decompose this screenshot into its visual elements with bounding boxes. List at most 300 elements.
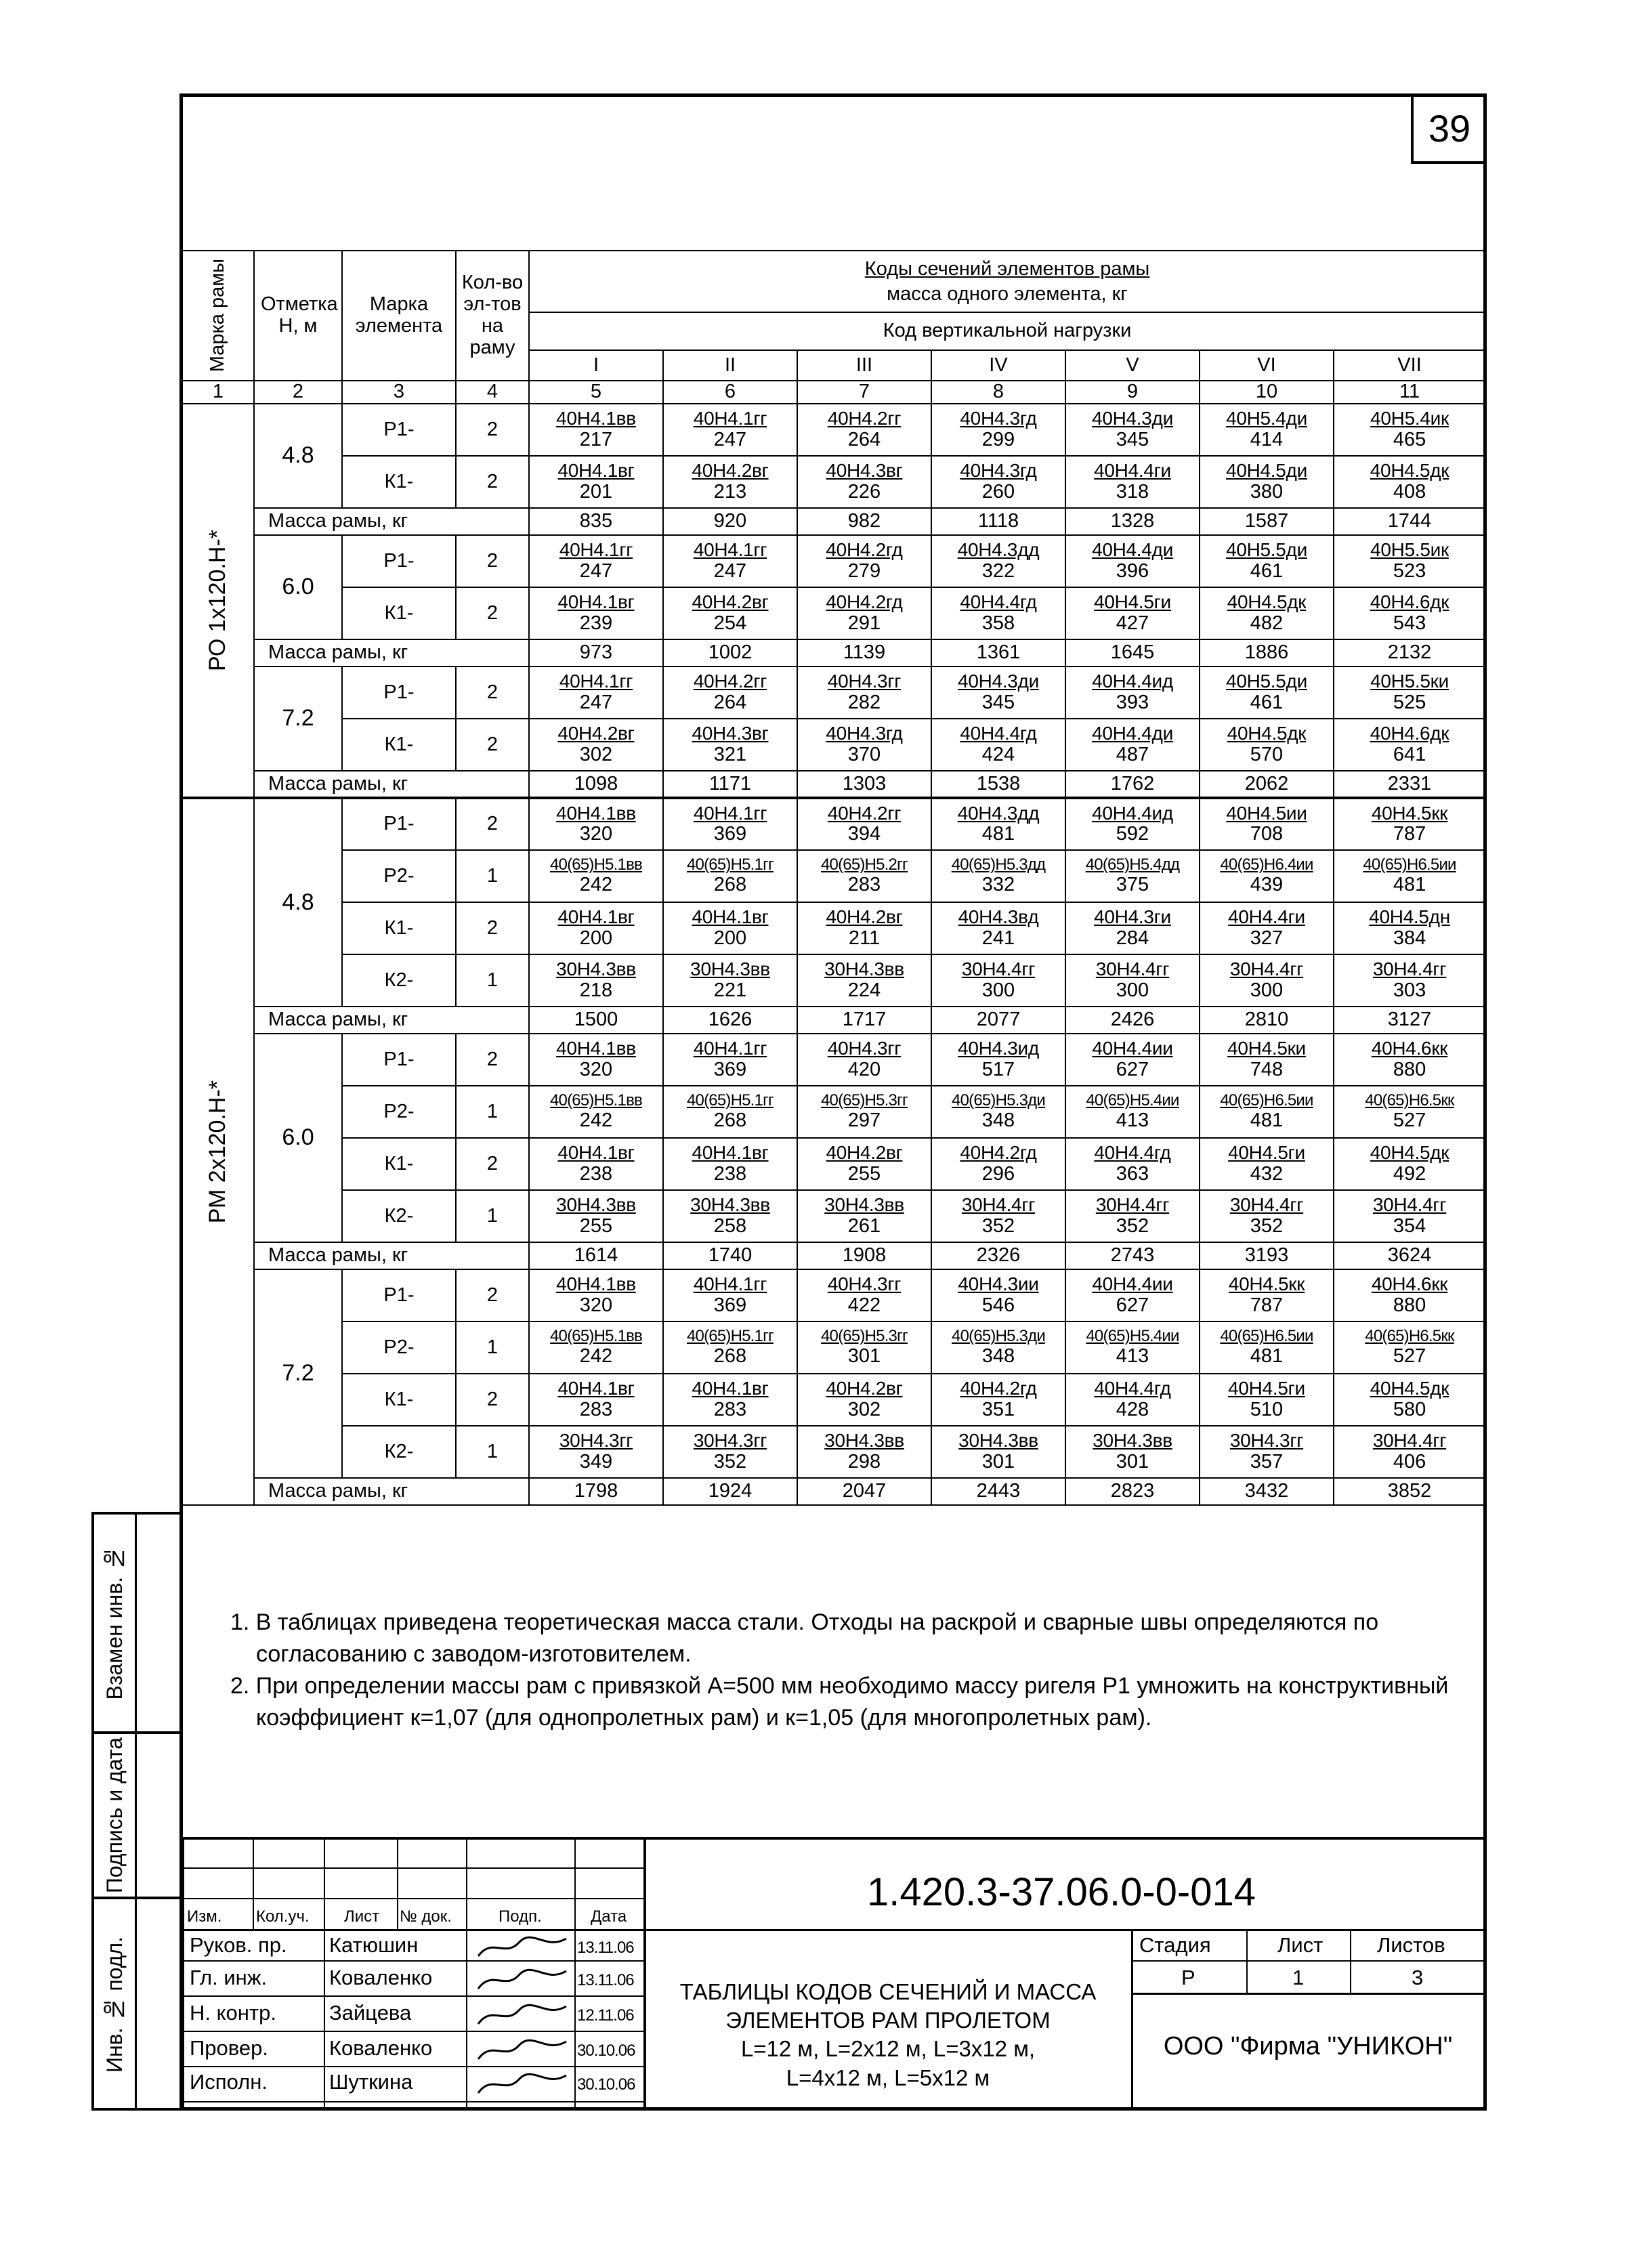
col-number: 7: [797, 381, 931, 404]
element-mass: 517: [981, 1058, 1015, 1080]
element-mass: 394: [847, 823, 881, 845]
section-code: 40Н4.3гд: [826, 723, 903, 744]
code-cell: [797, 667, 931, 719]
col-number: 2: [254, 381, 342, 404]
code-cell: [1200, 1138, 1334, 1190]
code-cell: [797, 1086, 931, 1138]
code-cell: [797, 404, 931, 456]
section-code: 30Н4.3вв: [824, 1194, 904, 1216]
code-cell: [1200, 1269, 1334, 1321]
section-code: 40Н4.1вг: [557, 460, 635, 482]
element-mass: 300: [1116, 979, 1149, 1001]
code-cell: [663, 798, 797, 850]
code-cell: [1334, 1034, 1485, 1086]
element-mass: 242: [579, 1345, 613, 1367]
section-code: 40Н4.1гг: [693, 408, 767, 429]
element-qty: 2: [456, 1138, 529, 1190]
section-code: 40Н4.6дк: [1370, 723, 1449, 744]
code-cell: [1065, 667, 1200, 719]
element-mass: 546: [981, 1294, 1015, 1316]
code-cell: [931, 1321, 1065, 1374]
level-value: 7.2: [254, 667, 342, 771]
section-code: 40(65)Н6.5кк: [1365, 1091, 1454, 1110]
element-mass: 787: [1393, 823, 1426, 845]
section-code: 40Н4.4ди: [1092, 539, 1173, 561]
side-inv-orig: Инв. № подл.: [102, 1936, 127, 2073]
element-mass: 357: [1250, 1450, 1284, 1473]
signature-mark: [471, 1998, 573, 2031]
header-qty: Кол-во эл-тов на раму: [456, 251, 529, 381]
element-mass: 303: [1393, 979, 1426, 1001]
element-mass: 481: [1393, 873, 1426, 895]
frame-mass: 1614: [529, 1242, 663, 1269]
element-mass: 543: [1393, 612, 1426, 634]
element-mass: 221: [713, 979, 747, 1001]
section-code: 40Н5.4ик: [1370, 408, 1449, 429]
section-code: 40Н5.4ди: [1226, 408, 1307, 429]
mass-row: [182, 1007, 1485, 1034]
frame-mass: 2062: [1200, 771, 1334, 798]
section-code: 40Н4.3гг: [827, 1273, 902, 1295]
code-cell: [1065, 1374, 1200, 1426]
code-cell: [1200, 1034, 1334, 1086]
element-mass: 255: [579, 1214, 613, 1237]
code-cell: [1065, 1086, 1200, 1138]
code-cell: [1065, 404, 1200, 456]
element-mass: 320: [579, 823, 613, 845]
frame-mass: 1361: [931, 639, 1065, 667]
mass-label: Масса рамы, кг: [254, 508, 529, 535]
header-frame-mark: Марка рамы: [182, 251, 254, 381]
level-value: 6.0: [254, 1034, 342, 1242]
code-cell: [663, 902, 797, 954]
section-code: 40Н4.4гд: [1094, 1378, 1171, 1399]
frame-mass: 2743: [1065, 1242, 1200, 1269]
element-mass: 439: [1250, 873, 1284, 895]
section-code: 40Н4.2гд: [826, 539, 903, 561]
code-cell: [931, 798, 1065, 850]
code-cell: [529, 1321, 663, 1374]
tb-col-list: Лист: [344, 1907, 380, 1926]
section-code: 40Н4.6дк: [1370, 591, 1449, 613]
header-codes: Коды сечений элементов рамы масса одного элемента, кг: [529, 251, 1485, 312]
frame-mass: 1717: [797, 1007, 931, 1034]
element-mass: 348: [981, 1109, 1015, 1131]
section-code: 40Н4.5дк: [1227, 723, 1307, 744]
code-cell: [529, 1034, 663, 1086]
code-cell: [1200, 902, 1334, 954]
table-row: [182, 667, 1485, 719]
tb-date: 12.11.06: [577, 2006, 634, 2025]
section-code: 40Н4.5кк: [1228, 1273, 1305, 1295]
code-cell: [529, 1426, 663, 1478]
element-mass: 302: [579, 743, 613, 765]
code-cell: [529, 1374, 663, 1426]
frame-mass: 1139: [797, 639, 931, 667]
frame-mass: 2426: [1065, 1007, 1200, 1034]
element-mass: 217: [579, 428, 613, 450]
code-cell: [663, 1086, 797, 1138]
frame-mass: 1002: [663, 639, 797, 667]
table-row: [182, 456, 1485, 508]
code-cell: [1200, 456, 1334, 508]
element-qty: 2: [456, 1374, 529, 1426]
code-cell: [663, 719, 797, 771]
element-mass: 200: [713, 927, 747, 949]
frame-mass: 1118: [931, 508, 1065, 535]
element-mass: 318: [1116, 480, 1149, 503]
header-load-2: II: [663, 350, 797, 381]
section-code: 40Н4.3гг: [827, 1038, 902, 1059]
section-code: 40Н4.1гг: [693, 802, 767, 824]
element-mass: 627: [1116, 1294, 1149, 1316]
code-cell: [1334, 667, 1485, 719]
frame-mass: 1587: [1200, 508, 1334, 535]
code-cell: [663, 1190, 797, 1242]
table-row: [182, 535, 1485, 587]
element-mass: 320: [579, 1058, 613, 1080]
code-cell: [663, 587, 797, 639]
code-cell: [1200, 954, 1334, 1007]
element-qty: 1: [456, 1426, 529, 1478]
element-mark: Р2-: [342, 850, 456, 902]
element-mass: 406: [1393, 1450, 1426, 1473]
frame-mass: 1798: [529, 1478, 663, 1505]
frame-mass: 1098: [529, 771, 663, 798]
level-value: 4.8: [254, 798, 342, 1007]
col-number: 6: [663, 381, 797, 404]
element-mass: 461: [1250, 691, 1284, 713]
element-mass: 465: [1393, 428, 1426, 450]
level-value: 6.0: [254, 535, 342, 639]
element-mass: 301: [847, 1345, 881, 1367]
section-code: 40Н5.5ди: [1226, 671, 1307, 692]
element-mark: К1-: [342, 902, 456, 954]
element-mass: 527: [1393, 1109, 1426, 1131]
element-mass: 413: [1116, 1109, 1149, 1131]
firm-name: ООО "Фирма "УНИКОН": [1163, 2032, 1453, 2060]
section-code: 40Н4.3гд: [960, 408, 1037, 429]
mass-label: Масса рамы, кг: [254, 771, 529, 798]
element-mass: 461: [1250, 559, 1284, 582]
code-cell: [931, 404, 1065, 456]
code-cell: [1200, 850, 1334, 902]
code-cell: [1065, 1190, 1200, 1242]
mass-label: Масса рамы, кг: [254, 1007, 529, 1034]
element-mass: 254: [713, 612, 747, 634]
frame-mass: 1762: [1065, 771, 1200, 798]
element-mass: 428: [1116, 1398, 1149, 1420]
side-replace: Взамен инв. №: [102, 1546, 127, 1700]
code-cell: [797, 1269, 931, 1321]
code-cell: [529, 1086, 663, 1138]
tb-role: Провер.: [190, 2036, 268, 2060]
element-qty: 2: [456, 456, 529, 508]
element-mass: 396: [1116, 559, 1149, 582]
section-code: 40Н4.2гг: [693, 671, 767, 692]
section-code: 40(65)Н5.1вв: [550, 1327, 642, 1346]
code-cell: [1065, 456, 1200, 508]
mass-row: [182, 508, 1485, 535]
section-code: 40(65)Н6.5ии: [1220, 1327, 1313, 1346]
section-code: 40Н4.4ги: [1094, 460, 1171, 482]
code-cell: [529, 456, 663, 508]
header-vertical-load: Код вертикальной нагрузки: [529, 312, 1485, 350]
frame-mass: 1924: [663, 1478, 797, 1505]
section-code: 30Н4.4гг: [1372, 958, 1447, 980]
element-mass: 787: [1250, 1294, 1284, 1316]
section-code: 40Н4.1вв: [556, 1038, 636, 1059]
section-code: 30Н4.3гг: [559, 1430, 633, 1452]
section-code: 40Н4.4гд: [960, 723, 1037, 744]
mass-label: Масса рамы, кг: [254, 1242, 529, 1269]
code-cell: [1200, 1190, 1334, 1242]
code-cell: [931, 535, 1065, 587]
element-mass: 384: [1393, 927, 1426, 949]
code-cell: [797, 954, 931, 1007]
element-mass: 424: [981, 743, 1015, 765]
table-row: [182, 587, 1485, 639]
element-mass: 380: [1250, 480, 1284, 503]
element-mass: 299: [981, 428, 1015, 450]
section-code: 30Н4.4гг: [961, 958, 1036, 980]
codes-table: [182, 250, 1486, 1506]
element-mass: 301: [981, 1450, 1015, 1473]
section-code: 30Н4.3вв: [690, 958, 770, 980]
element-mass: 708: [1250, 823, 1284, 845]
frame-mass: 2132: [1334, 639, 1485, 667]
element-mass: 481: [981, 823, 1015, 845]
element-qty: 1: [456, 1086, 529, 1138]
signature-mark: [471, 2067, 573, 2100]
section-code: 40Н4.5дк: [1227, 591, 1307, 613]
mass-label: Масса рамы, кг: [254, 1478, 529, 1505]
frame-mass: 835: [529, 508, 663, 535]
col-number: 10: [1200, 381, 1334, 404]
tb-date: 30.10.06: [577, 2042, 635, 2060]
section-code: 40(65)Н5.3гг: [821, 1091, 908, 1110]
element-mass: 268: [713, 873, 747, 895]
element-mark: Р1-: [342, 667, 456, 719]
code-cell: [1200, 587, 1334, 639]
frame-mass: 973: [529, 639, 663, 667]
code-cell: [931, 954, 1065, 1007]
frame-mass: 1740: [663, 1242, 797, 1269]
section-code: 40Н4.5ии: [1226, 802, 1307, 824]
element-mass: 880: [1393, 1058, 1426, 1080]
code-cell: [797, 456, 931, 508]
code-cell: [1200, 1374, 1334, 1426]
code-cell: [931, 667, 1065, 719]
element-mass: 321: [713, 743, 747, 765]
code-cell: [931, 902, 1065, 954]
element-mass: 200: [579, 927, 613, 949]
section-code: 40Н4.4гд: [1094, 1142, 1171, 1164]
code-cell: [529, 1138, 663, 1190]
section-code: 40Н4.1вв: [556, 408, 636, 429]
tb-col-izm: Изм.: [187, 1907, 222, 1926]
code-cell: [1334, 1190, 1485, 1242]
frame-mass: 2331: [1334, 771, 1485, 798]
element-mass: 351: [981, 1398, 1015, 1420]
element-mass: 279: [847, 559, 881, 582]
section-code: 40(65)Н5.3гг: [821, 1327, 908, 1346]
element-mass: 641: [1393, 743, 1426, 765]
frame-mass: 1538: [931, 771, 1065, 798]
element-mass: 369: [713, 1294, 747, 1316]
mass-row: [182, 639, 1485, 667]
element-qty: 2: [456, 902, 529, 954]
mass-row: [182, 771, 1485, 798]
code-cell: [931, 1086, 1065, 1138]
section-code: 30Н4.4гг: [1095, 1194, 1170, 1216]
element-qty: 1: [456, 850, 529, 902]
element-mass: 332: [981, 873, 1015, 895]
element-mass: 592: [1116, 823, 1149, 845]
table-row: [182, 1086, 1485, 1138]
element-mass: 300: [1250, 979, 1284, 1001]
frame-mass: 1645: [1065, 639, 1200, 667]
code-cell: [1334, 1269, 1485, 1321]
code-cell: [1334, 1426, 1485, 1478]
code-cell: [1065, 1269, 1200, 1321]
section-code: 40(65)Н5.1вв: [550, 1091, 642, 1110]
element-mass: 352: [713, 1450, 747, 1473]
section-code: 30Н4.3вв: [824, 958, 904, 980]
section-code: 40Н4.2гг: [827, 408, 902, 429]
level-value: 7.2: [254, 1269, 342, 1478]
element-qty: 2: [456, 667, 529, 719]
element-mass: 261: [847, 1214, 881, 1237]
section-code: 40Н4.2вг: [557, 723, 635, 744]
element-mark: Р2-: [342, 1086, 456, 1138]
tb-date: 13.11.06: [577, 1939, 634, 1957]
section-code: 40Н4.1гг: [559, 671, 633, 692]
element-qty: 2: [456, 719, 529, 771]
code-cell: [529, 535, 663, 587]
frame-mass: 982: [797, 508, 931, 535]
section-code: 40(65)Н6.5кк: [1365, 1327, 1454, 1346]
element-mass: 413: [1116, 1345, 1149, 1367]
element-mark: К1-: [342, 719, 456, 771]
section-code: 40Н4.1гг: [693, 1273, 767, 1295]
code-cell: [529, 1190, 663, 1242]
code-cell: [931, 456, 1065, 508]
code-cell: [931, 1190, 1065, 1242]
frame-mass: 1908: [797, 1242, 931, 1269]
col-number: 4: [456, 381, 529, 404]
code-cell: [663, 1138, 797, 1190]
element-mass: 296: [981, 1162, 1015, 1185]
element-mass: 414: [1250, 428, 1284, 450]
header-load-6: VI: [1200, 350, 1334, 381]
section-code: 40(65)Н6.5ии: [1363, 855, 1456, 874]
element-mass: 260: [981, 480, 1015, 503]
section-code: 40Н4.5ги: [1228, 1142, 1305, 1164]
code-cell: [797, 798, 931, 850]
element-qty: 2: [456, 1269, 529, 1321]
table-row: [182, 719, 1485, 771]
frame-mass: 3127: [1334, 1007, 1485, 1034]
header-load-1: I: [529, 350, 663, 381]
section-code: 30Н4.3вв: [556, 958, 636, 980]
tb-date: 13.11.06: [577, 1971, 634, 1989]
table-row: [182, 798, 1485, 850]
element-mass: 201: [579, 480, 613, 503]
doc-title: ТАБЛИЦЫ КОДОВ СЕЧЕНИЙ И МАССА ЭЛЕМЕНТОВ РАМ ПРОЛЕТОМ L=12 м, L=2х12 м, L=3х12 м, L=4х12 м, L=5х12 м: [679, 1979, 1097, 2090]
element-mass: 264: [847, 428, 881, 450]
element-mass: 880: [1393, 1294, 1426, 1316]
tb-sheets: 3: [1412, 1966, 1424, 1989]
table-row: [182, 1190, 1485, 1242]
code-cell: [797, 1321, 931, 1374]
code-cell: [931, 1374, 1065, 1426]
section-code: 40(65)Н5.3ди: [952, 1091, 1045, 1110]
element-mass: 226: [847, 480, 881, 503]
section-code: 40(65)Н5.1гг: [687, 1091, 774, 1110]
section-code: 30Н4.3гг: [693, 1430, 767, 1452]
section-code: 40Н4.5ги: [1094, 591, 1171, 613]
element-mass: 349: [579, 1450, 613, 1473]
frame-mass: 3624: [1334, 1242, 1485, 1269]
section-code: 30Н4.4гг: [1229, 1194, 1304, 1216]
element-mass: 487: [1116, 743, 1149, 765]
side-strip: [91, 1512, 183, 2111]
section-code: 40Н4.1вг: [557, 591, 635, 613]
code-cell: [797, 902, 931, 954]
element-qty: 1: [456, 1190, 529, 1242]
code-cell: [1334, 587, 1485, 639]
section-code: 40(65)Н5.4дд: [1085, 855, 1180, 874]
element-mass: 283: [713, 1398, 747, 1420]
section-code: 40Н4.1вг: [557, 1142, 635, 1164]
section-code: 30Н4.3вв: [690, 1194, 770, 1216]
code-cell: [1065, 1138, 1200, 1190]
note-2: 2. При определении массы рам с привязкой А=500 мм необходимо массу ригеля Р1 умножить на конструктивный коэффициент к=1,07 (для однопролетных рам) и к=1,05 (для многопролетных рам).: [230, 1672, 1449, 1731]
element-qty: 1: [456, 954, 529, 1007]
element-mass: 242: [579, 873, 613, 895]
element-mass: 570: [1250, 743, 1284, 765]
section-code: 40Н4.1вв: [556, 802, 636, 824]
header-load-3: III: [797, 350, 931, 381]
section-code: 40Н4.4ги: [1228, 906, 1305, 928]
table-row: [182, 1269, 1485, 1321]
element-mass: 224: [847, 979, 881, 1001]
section-code: 40Н4.2вг: [692, 460, 769, 482]
code-cell: [797, 1190, 931, 1242]
doc-code: 1.420.3-37.06.0-0-014: [867, 1870, 1256, 1914]
code-cell: [663, 1426, 797, 1478]
code-cell: [931, 1269, 1065, 1321]
table-row: [182, 1426, 1485, 1478]
element-mark: К1-: [342, 456, 456, 508]
element-mark: К1-: [342, 1138, 456, 1190]
tb-role: Исполн.: [190, 2070, 268, 2094]
element-mass: 268: [713, 1109, 747, 1131]
tb-person: Коваленко: [329, 2036, 433, 2060]
code-cell: [1200, 798, 1334, 850]
section-code: 40(65)Н5.3ди: [952, 1327, 1045, 1346]
section-code: 40Н4.2вг: [826, 1142, 903, 1164]
code-cell: [1065, 719, 1200, 771]
element-mass: 627: [1116, 1058, 1149, 1080]
element-mass: 580: [1393, 1398, 1426, 1420]
section-code: 40Н4.5дк: [1370, 1378, 1449, 1399]
section-code: 40Н4.1вг: [557, 1378, 635, 1399]
section-code: 40Н4.3вд: [958, 906, 1039, 928]
section-code: 30Н4.3гг: [1229, 1430, 1304, 1452]
code-cell: [1334, 902, 1485, 954]
